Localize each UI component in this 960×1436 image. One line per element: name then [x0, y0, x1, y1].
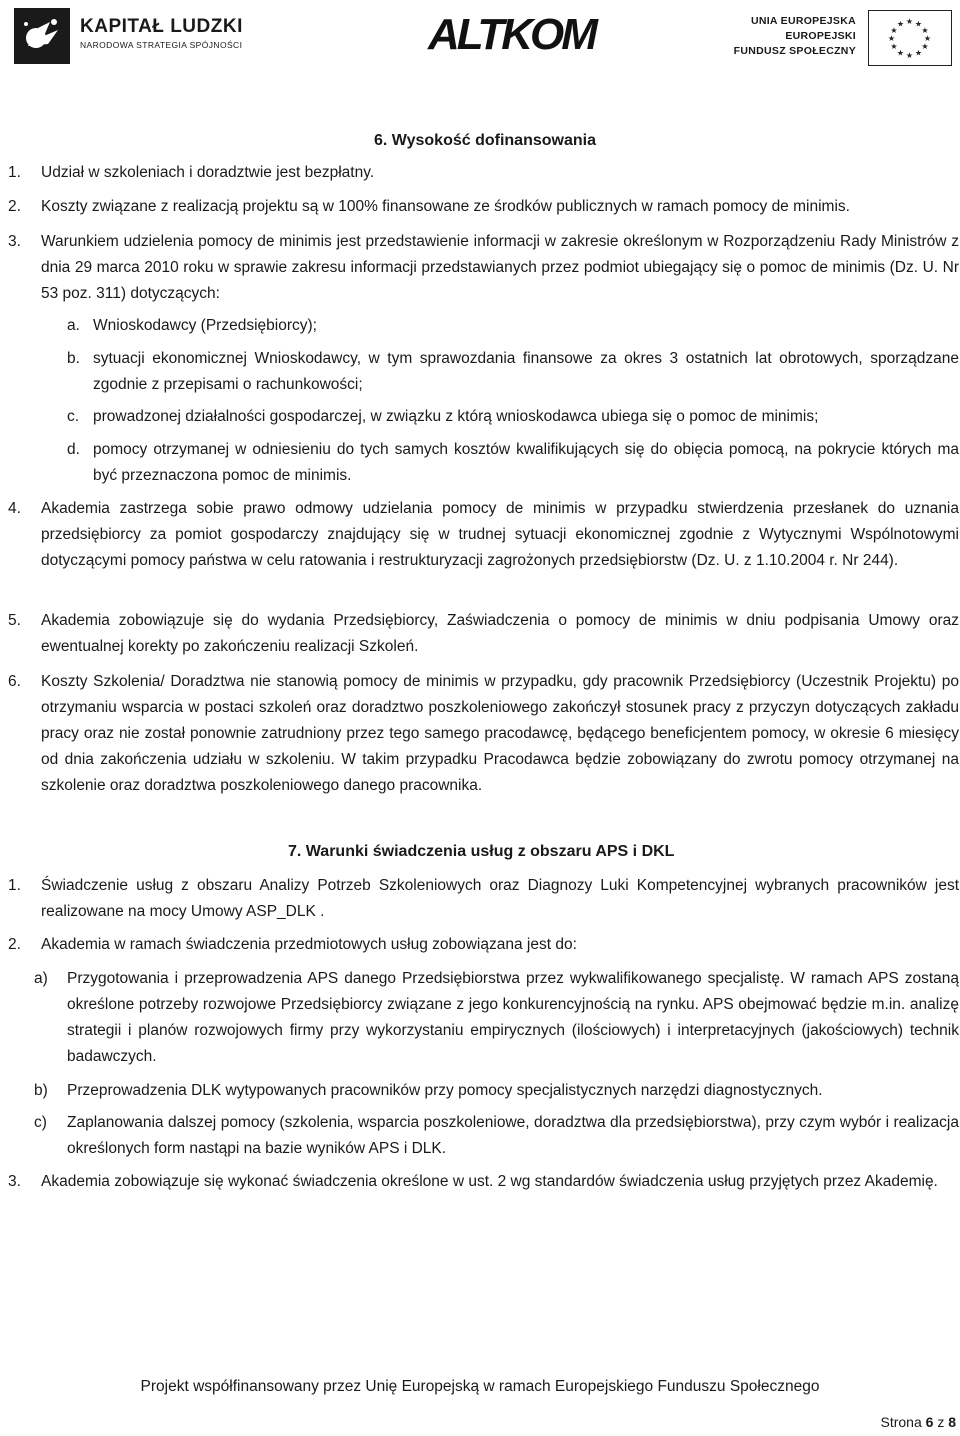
- svg-text:★: ★: [890, 26, 898, 35]
- list-item-text: Koszty związane z realizacją projektu są w 100% finansowane ze środków publicznych w ramach pomocy de minimis.: [41, 198, 850, 215]
- list-item-number: 2.: [8, 936, 21, 953]
- sub-list-item-letter: d.: [67, 441, 80, 458]
- svg-text:★: ★: [890, 42, 898, 51]
- list-item-text: Akademia w ramach świadczenia przedmiotowych usług zobowiązana jest do:: [41, 936, 577, 953]
- list-item-text: Koszty Szkolenia/ Doradztwa nie stanowią pomocy de minimis w przypadku, gdy pracownik Przedsiębiorcy (Uczestnik Projektu) po otrzymaniu wsparcia w postaci szkoleń oraz doradztwo poszkoleniowego zakończył stosunek pracy z przyczyn dotyczących zakładu pracy oraz nie został ponownie zatrudniony przez tego samego pracodawcę, będącego beneficjentem pomocy, w okresie 6 miesięcy od dnia zakończenia udziału w szkoleniu. W takim przypadku Pracodawca będzie zobowiązany do zwrotu pomocy otrzymanej na szkolenie oraz doradztwa poszkoleniowego danego pracownika.: [41, 673, 959, 794]
- sub-list-item-letter: b.: [67, 350, 80, 367]
- eu-logo: [733, 10, 952, 66]
- page-header: [0, 0, 960, 80]
- list-item-text: Akademia zastrzega sobie prawo odmowy udzielania pomocy de minimis w przypadku stwierdzenia przesłanek do uznania przedsiębiorcy za pomiot gospodarczy znajdujący się w trudnej sytuacji ekonomicznej zgodnie z Wytycznymi Wspólnotowymi dotyczącymi pomocy państwa w celu ratowania i restrukturyzacji zagrożonych przedsiębiorstw (Dz. U. z 1.10.2004 r. Nr 244).: [41, 500, 959, 569]
- section-6-title: 6. Wysokość dofinansowania: [374, 132, 596, 149]
- list-item-number: 4.: [8, 500, 21, 517]
- page-current: 6: [925, 1414, 934, 1430]
- sub-list-item-text: Zaplanowania dalszej pomocy (szkolenia, wsparcia poszkoleniowe, doradztwa dla przedsiębiorstwa), przy czym wybór i realizacja określonych form nastąpi na bazie wyników APS i DLK.: [67, 1114, 959, 1157]
- svg-text:★: ★: [887, 34, 896, 43]
- svg-text:★: ★: [914, 48, 923, 58]
- list-item-number: 3.: [8, 1173, 21, 1190]
- svg-text:★: ★: [921, 42, 929, 51]
- page-separator: z: [937, 1414, 945, 1430]
- kapital-ludzki-logo: [14, 8, 314, 64]
- sub-list-item-letter: b): [34, 1082, 48, 1099]
- eu-line-2: EUROPEJSKI: [785, 30, 856, 42]
- sub-list-item-text: Przygotowania i przeprowadzenia APS danego Przedsiębiorstwa przez wykwalifikowanego specjalistę. W ramach APS zostaną określone potrzeby rozwojowe Przedsiębiorcy związane z jego konkurencyjnością na rynku. APS obejmować będzie m.in. analizę strategii i planów rozwojowych firmy przy wykorzystaniu empirycznych (ilościowych) i interpretacyjnych (jakościowych) technik badawczych.: [67, 970, 959, 1065]
- altkom-logo: [428, 6, 595, 66]
- section-7-title: 7. Warunki świadczenia usług z obszaru APS i DKL: [288, 843, 675, 860]
- sub-list-item-letter: a): [34, 970, 48, 987]
- list-item-number: 5.: [8, 612, 21, 629]
- svg-text:★: ★: [896, 19, 905, 29]
- sub-list-item-letter: a.: [67, 317, 80, 334]
- svg-text:★: ★: [896, 48, 905, 58]
- page-footer: Projekt współfinansowany przez Unię Europejską w ramach Europejskiego Funduszu Społecznego: [140, 1378, 820, 1395]
- list-item-number: 6.: [8, 673, 21, 690]
- svg-text:★: ★: [905, 51, 914, 60]
- list-item-text: Warunkiem udzielenia pomocy de minimis jest przedstawienie informacji w zakresie określonym w Rozporządzeniu Rady Ministrów z dnia 29 marca 2010 roku w sprawie zakresu informacji przedstawianych przez podmiot ubiegający się o pomoc de minimis (Dz. U. Nr 53 poz. 311) dotyczących:: [41, 233, 959, 302]
- list-item-text: Akademia zobowiązuje się do wydania Przedsiębiorcy, Zaświadczenia o pomocy de minimis w dniu podpisania Umowy oraz ewentualnej korekty po zakończeniu realizacji Szkoleń.: [41, 612, 959, 655]
- sub-list-item-text: sytuacji ekonomicznej Wnioskodawcy, w tym sprawozdania finansowe za okres 3 ostatnich lat obrotowych, sporządzane zgodnie z przepisami o rachunkowości;: [93, 350, 959, 393]
- page-number: [880, 1414, 956, 1430]
- sub-list-item-text: pomocy otrzymanej w odniesieniu do tych samych kosztów kwalifikujących się do obięcia pomocą, na pokrycie których ma być przeznaczona pomoc de minimis.: [93, 441, 959, 484]
- svg-text:★: ★: [905, 17, 914, 26]
- list-item-number: 3.: [8, 233, 21, 250]
- kapital-ludzki-title: KAPITAŁ LUDZKI: [80, 16, 243, 37]
- svg-text:★: ★: [914, 19, 923, 29]
- svg-text:★: ★: [921, 26, 929, 35]
- page-word: Strona: [880, 1414, 922, 1430]
- list-item-number: 2.: [8, 198, 21, 215]
- kapital-ludzki-subtitle: NARODOWA STRATEGIA SPÓJNOŚCI: [80, 40, 243, 50]
- sub-list-item-text: prowadzonej działalności gospodarczej, w związku z którą wnioskodawca ubiega się o pomoc de minimis;: [93, 408, 819, 425]
- kapital-ludzki-emblem-icon: [14, 8, 70, 64]
- eu-flag-icon: [868, 10, 952, 66]
- altkom-wordmark: ALTKOM: [428, 10, 595, 59]
- page-total: 8: [948, 1414, 956, 1430]
- eu-line-3: FUNDUSZ SPOŁECZNY: [733, 45, 856, 57]
- sub-list-item-text: Przeprowadzenia DLK wytypowanych pracowników przy pomocy specjalistycznych narzędzi diagnostycznych.: [67, 1082, 823, 1099]
- sub-list-item-letter: c.: [67, 408, 80, 425]
- sub-list-item-letter: c): [34, 1114, 47, 1131]
- list-item-number: 1.: [8, 877, 21, 894]
- sub-list-item-text: Wnioskodawcy (Przedsiębiorcy);: [93, 317, 317, 334]
- eu-line-1: UNIA EUROPEJSKA: [750, 15, 856, 27]
- svg-text:★: ★: [923, 34, 932, 43]
- list-item-text: Udział w szkoleniach i doradztwie jest bezpłatny.: [41, 164, 375, 181]
- eu-text: [734, 14, 856, 59]
- list-item-text: Akademia zobowiązuje się wykonać świadczenia określone w ust. 2 wg standardów świadczenia usług przyjętych przez Akademię.: [41, 1173, 938, 1190]
- list-item-number: 1.: [8, 164, 21, 181]
- list-item-text: Świadczenie usług z obszaru Analizy Potrzeb Szkoleniowych oraz Diagnozy Luki Kompetencyjnej wybranych pracowników jest realizowane na mocy Umowy ASP_DLK .: [41, 877, 959, 920]
